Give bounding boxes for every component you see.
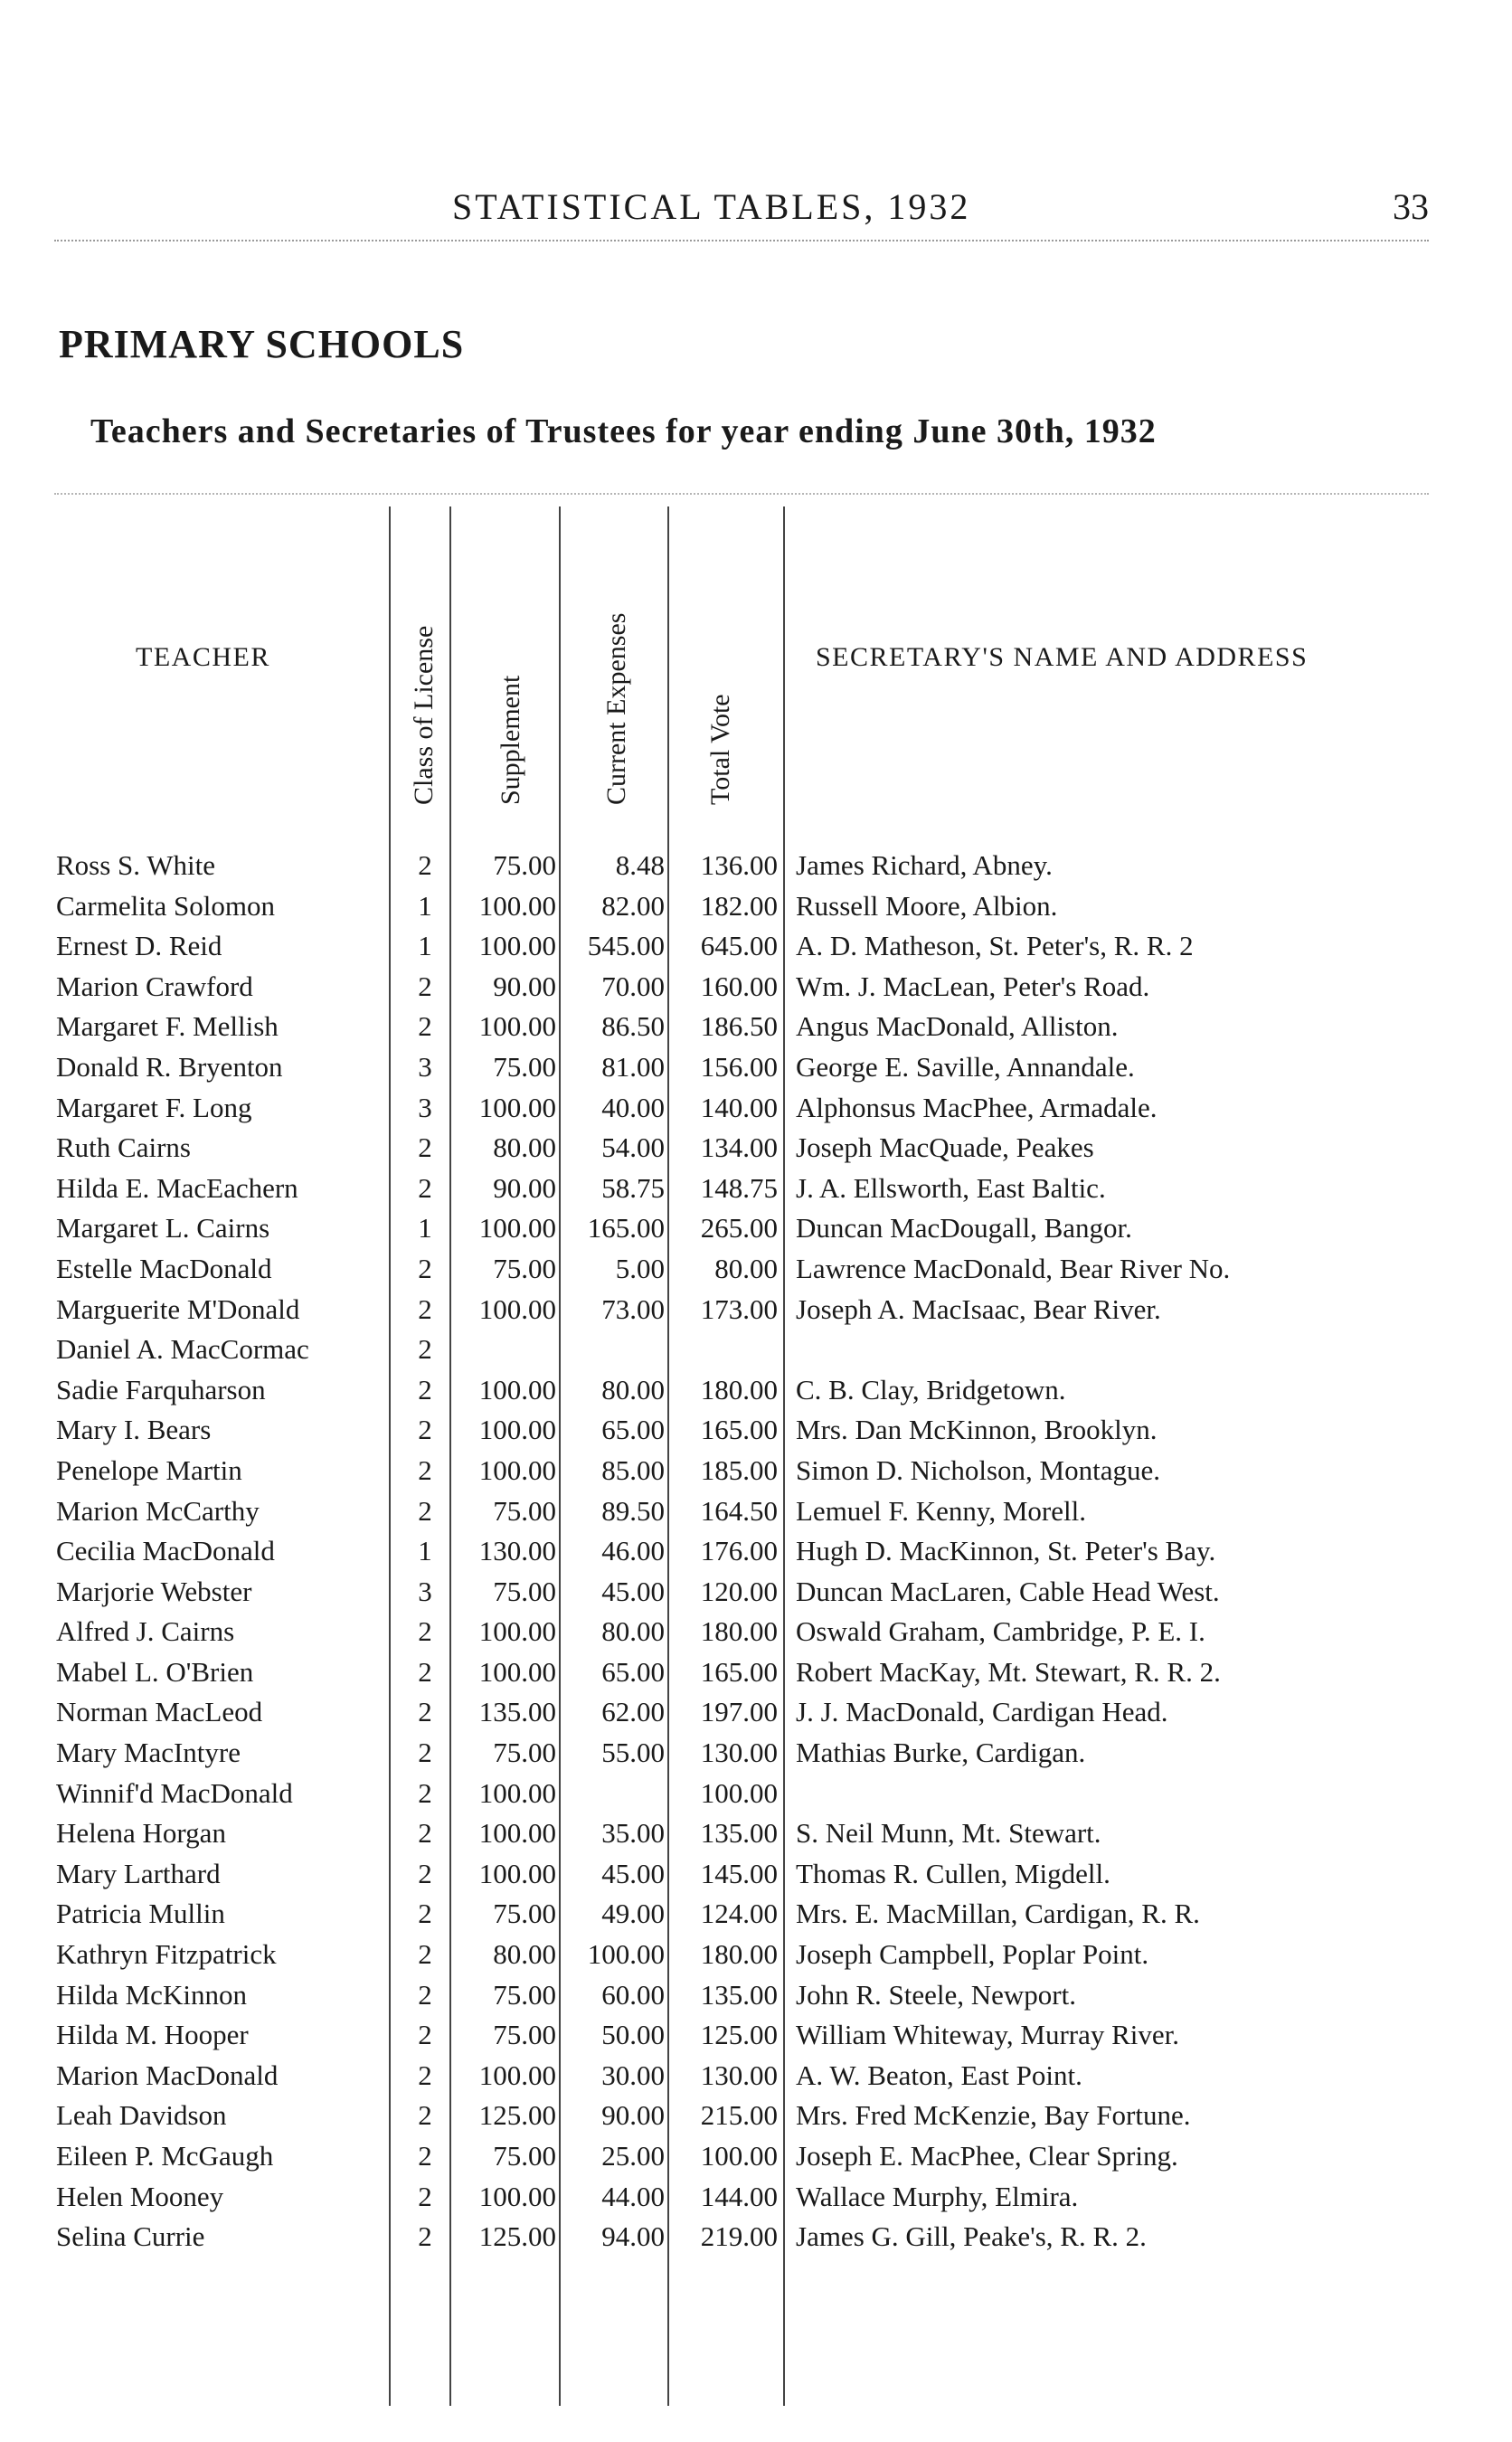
current-expenses-value: 45.00 (601, 1575, 665, 1607)
supplement-value: 80.00 (493, 1938, 556, 1971)
total-vote-value: 180.00 (700, 1373, 778, 1406)
page-number: 33 (1393, 186, 1429, 227)
license-class: 2 (418, 1615, 432, 1648)
current-expenses-value: 80.00 (601, 1615, 665, 1648)
supplement-value: 100.00 (478, 2180, 556, 2212)
license-class: 2 (418, 1010, 432, 1043)
supplement-value: 100.00 (478, 1615, 556, 1648)
secretary-name-address: J. J. MacDonald, Cardigan Head. (796, 1696, 1168, 1728)
secretary-name-address: Joseph Campbell, Poplar Point. (796, 1938, 1149, 1971)
current-expenses-value: 5.00 (615, 1252, 665, 1284)
secretary-name-address: Joseph E. MacPhee, Clear Spring. (796, 2140, 1178, 2172)
table-row (0, 1208, 1512, 1249)
teacher-name: Marion MacDonald (56, 2059, 279, 2091)
secretary-name-address: A. D. Matheson, St. Peter's, R. R. 2 (796, 930, 1194, 962)
supplement-value: 75.00 (493, 2019, 556, 2051)
license-class: 2 (418, 1978, 432, 2011)
teacher-name: Alfred J. Cairns (56, 1615, 235, 1648)
teacher-name: Margaret L. Cairns (56, 1212, 270, 1245)
secretary-name-address: James G. Gill, Peake's, R. R. 2. (796, 2220, 1147, 2253)
section-title: PRIMARY SCHOOLS (59, 322, 465, 366)
license-class: 2 (418, 849, 432, 881)
teacher-name: Leah Davidson (56, 2099, 227, 2132)
supplement-value: 125.00 (478, 2099, 556, 2132)
license-class: 2 (418, 1292, 432, 1325)
table-row (0, 1047, 1512, 1088)
table-row (0, 1935, 1512, 1975)
table-row (0, 2177, 1512, 2218)
supplement-value: 75.00 (493, 1737, 556, 1769)
current-expenses-value: 82.00 (601, 889, 665, 922)
supplement-value: 80.00 (493, 1131, 556, 1164)
total-vote-value: 135.00 (700, 1978, 778, 2011)
current-expenses-value: 90.00 (601, 2099, 665, 2132)
teacher-name: Ross S. White (56, 849, 215, 881)
teacher-name: Marjorie Webster (56, 1575, 252, 1607)
secretary-name-address: Wm. J. MacLean, Peter's Road. (796, 970, 1150, 1002)
supplement-value: 100.00 (478, 1655, 556, 1688)
table-row (0, 2056, 1512, 2097)
teacher-table-body (0, 846, 1512, 2257)
table-row (0, 1128, 1512, 1169)
total-vote-value: 124.00 (700, 1898, 778, 1930)
current-expenses-value: 89.50 (601, 1494, 665, 1527)
table-row (0, 2136, 1512, 2177)
license-class: 3 (418, 1050, 432, 1083)
table-row (0, 1169, 1512, 1209)
license-class: 2 (418, 1414, 432, 1446)
table-row (0, 1249, 1512, 1290)
teacher-name: Patricia Mullin (56, 1898, 225, 1930)
teacher-name: Donald R. Bryenton (56, 1050, 283, 1083)
total-vote-value: 219.00 (700, 2220, 778, 2253)
table-row (0, 1088, 1512, 1129)
page-subtitle: Teachers and Secretaries of Trustees for year ending June 30th, 1932 (90, 412, 1157, 450)
total-vote-value: 173.00 (700, 1292, 778, 1325)
total-vote-value: 136.00 (700, 849, 778, 881)
secretary-name-address: C. B. Clay, Bridgetown. (796, 1373, 1066, 1406)
supplement-value: 90.00 (493, 1171, 556, 1204)
total-vote-value: 130.00 (700, 1737, 778, 1769)
teacher-name: Ernest D. Reid (56, 930, 222, 962)
teacher-name: Mary Larthard (56, 1857, 221, 1889)
teacher-name: Marguerite M'Donald (56, 1292, 300, 1325)
total-vote-value: 140.00 (700, 1091, 778, 1123)
supplement-value: 100.00 (478, 1776, 556, 1809)
table-row (0, 1612, 1512, 1652)
supplement-value: 100.00 (478, 1212, 556, 1245)
supplement-value: 100.00 (478, 1091, 556, 1123)
secretary-name-address: Mathias Burke, Cardigan. (796, 1737, 1086, 1769)
column-header-secretary: SECRETARY'S NAME AND ADDRESS (816, 642, 1309, 672)
secretary-name-address: Hugh D. MacKinnon, St. Peter's Bay. (796, 1535, 1216, 1567)
current-expenses-value: 55.00 (601, 1737, 665, 1769)
secretary-name-address: Angus MacDonald, Alliston. (796, 1010, 1119, 1043)
license-class: 2 (418, 1655, 432, 1688)
current-expenses-value: 100.00 (587, 1938, 665, 1971)
secretary-name-address: Wallace Murphy, Elmira. (796, 2180, 1079, 2212)
table-row (0, 1491, 1512, 1532)
license-class: 2 (418, 1776, 432, 1809)
license-class: 2 (418, 1373, 432, 1406)
teacher-name: Sadie Farquharson (56, 1373, 266, 1406)
supplement-value: 100.00 (478, 1414, 556, 1446)
column-header-supplement: Supplement (496, 675, 525, 805)
supplement-value: 100.00 (478, 1010, 556, 1043)
license-class: 2 (418, 2099, 432, 2132)
total-vote-value: 134.00 (700, 1131, 778, 1164)
table-row (0, 1330, 1512, 1370)
secretary-name-address: George E. Saville, Annandale. (796, 1050, 1135, 1083)
table-row (0, 886, 1512, 927)
supplement-value: 100.00 (478, 889, 556, 922)
supplement-value: 75.00 (493, 2140, 556, 2172)
license-class: 2 (418, 2180, 432, 2212)
secretary-name-address: Duncan MacLaren, Cable Head West. (796, 1575, 1220, 1607)
secretary-name-address: Joseph MacQuade, Peakes (796, 1131, 1094, 1164)
table-row (0, 1451, 1512, 1491)
current-expenses-value: 30.00 (601, 2059, 665, 2091)
teacher-name: Helen Mooney (56, 2180, 224, 2212)
teacher-name: Winnif'd MacDonald (56, 1776, 293, 1809)
current-expenses-value: 545.00 (587, 930, 665, 962)
total-vote-value: 80.00 (714, 1252, 778, 1284)
license-class: 2 (418, 1171, 432, 1204)
secretary-name-address: John R. Steele, Newport. (796, 1978, 1076, 2011)
license-class: 2 (418, 1696, 432, 1728)
supplement-value: 75.00 (493, 1252, 556, 1284)
license-class: 1 (418, 930, 432, 962)
secretary-name-address: William Whiteway, Murray River. (796, 2019, 1180, 2051)
current-expenses-value: 65.00 (601, 1655, 665, 1688)
table-row (0, 1007, 1512, 1047)
license-class: 2 (418, 2220, 432, 2253)
table-row (0, 1813, 1512, 1854)
total-vote-value: 100.00 (700, 1776, 778, 1809)
table-row (0, 1774, 1512, 1814)
column-header-teacher: TEACHER (136, 642, 270, 672)
current-expenses-value: 65.00 (601, 1414, 665, 1446)
license-class: 2 (418, 1857, 432, 1889)
license-class: 2 (418, 2140, 432, 2172)
total-vote-value: 265.00 (700, 1212, 778, 1245)
teacher-name: Marion Crawford (56, 970, 253, 1002)
total-vote-value: 180.00 (700, 1615, 778, 1648)
license-class: 2 (418, 1131, 432, 1164)
teacher-name: Eileen P. McGaugh (56, 2140, 274, 2172)
table-row (0, 967, 1512, 1008)
secretary-name-address: Joseph A. MacIsaac, Bear River. (796, 1292, 1161, 1325)
total-vote-value: 145.00 (700, 1857, 778, 1889)
license-class: 1 (418, 1212, 432, 1245)
current-expenses-value: 45.00 (601, 1857, 665, 1889)
table-row (0, 1692, 1512, 1733)
current-expenses-value: 60.00 (601, 1978, 665, 2011)
table-row (0, 2015, 1512, 2056)
teacher-name: Mabel L. O'Brien (56, 1655, 254, 1688)
supplement-value: 130.00 (478, 1535, 556, 1567)
teacher-name: Norman MacLeod (56, 1696, 263, 1728)
current-expenses-value: 73.00 (601, 1292, 665, 1325)
table-row (0, 1652, 1512, 1693)
secretary-name-address: Russell Moore, Albion. (796, 889, 1058, 922)
teacher-name: Helena Horgan (56, 1817, 226, 1850)
license-class: 2 (418, 1252, 432, 1284)
supplement-value: 100.00 (478, 2059, 556, 2091)
current-expenses-value: 49.00 (601, 1898, 665, 1930)
total-vote-value: 185.00 (700, 1453, 778, 1486)
supplement-value: 100.00 (478, 930, 556, 962)
teacher-name: Kathryn Fitzpatrick (56, 1938, 277, 1971)
teacher-name: Hilda E. MacEachern (56, 1171, 298, 1204)
secretary-name-address: Robert MacKay, Mt. Stewart, R. R. 2. (796, 1655, 1221, 1688)
supplement-value: 135.00 (478, 1696, 556, 1728)
supplement-value: 100.00 (478, 1817, 556, 1850)
column-header-current-expenses: Current Expenses (601, 612, 631, 805)
secretary-name-address: James Richard, Abney. (796, 849, 1053, 881)
table-row (0, 1370, 1512, 1411)
secretary-name-address: Mrs. Dan McKinnon, Brooklyn. (796, 1414, 1158, 1446)
license-class: 3 (418, 1575, 432, 1607)
running-head (54, 185, 1429, 240)
license-class: 2 (418, 2019, 432, 2051)
supplement-value: 90.00 (493, 970, 556, 1002)
secretary-name-address: Mrs. Fred McKenzie, Bay Fortune. (796, 2099, 1191, 2132)
teacher-name: Ruth Cairns (56, 1131, 191, 1164)
license-class: 2 (418, 1817, 432, 1850)
total-vote-value: 135.00 (700, 1817, 778, 1850)
total-vote-value: 197.00 (700, 1696, 778, 1728)
total-vote-value: 156.00 (700, 1050, 778, 1083)
current-expenses-value: 46.00 (601, 1535, 665, 1567)
total-vote-value: 160.00 (700, 970, 778, 1002)
secretary-name-address: J. A. Ellsworth, East Baltic. (796, 1171, 1106, 1204)
license-class: 1 (418, 889, 432, 922)
supplement-value: 100.00 (478, 1453, 556, 1486)
table-row (0, 1894, 1512, 1935)
table-row (0, 846, 1512, 886)
teacher-name: Hilda M. Hooper (56, 2019, 249, 2051)
license-class: 2 (418, 970, 432, 1002)
table-top-rule (54, 493, 1429, 495)
teacher-name: Marion McCarthy (56, 1494, 260, 1527)
teacher-name: Daniel A. MacCormac (56, 1333, 309, 1366)
teacher-name: Selina Currie (56, 2220, 205, 2253)
total-vote-value: 165.00 (700, 1655, 778, 1688)
total-vote-value: 176.00 (700, 1535, 778, 1567)
license-class: 2 (418, 1453, 432, 1486)
current-expenses-value: 62.00 (601, 1696, 665, 1728)
supplement-value: 100.00 (478, 1292, 556, 1325)
license-class: 2 (418, 1494, 432, 1527)
supplement-value: 75.00 (493, 1575, 556, 1607)
teacher-name: Margaret F. Long (56, 1091, 252, 1123)
running-head-title: STATISTICAL TABLES, 1932 (452, 186, 971, 227)
secretary-name-address: Simon D. Nicholson, Montague. (796, 1453, 1160, 1486)
secretary-name-address: S. Neil Munn, Mt. Stewart. (796, 1817, 1101, 1850)
teacher-name: Penelope Martin (56, 1453, 242, 1486)
total-vote-value: 148.75 (700, 1171, 778, 1204)
teacher-name: Estelle MacDonald (56, 1252, 272, 1284)
total-vote-value: 186.50 (700, 1010, 778, 1043)
table-row (0, 1854, 1512, 1895)
secretary-name-address: Lemuel F. Kenny, Morell. (796, 1494, 1086, 1527)
license-class: 2 (418, 2059, 432, 2091)
current-expenses-value: 58.75 (601, 1171, 665, 1204)
teacher-name: Cecilia MacDonald (56, 1535, 275, 1567)
table-row (0, 2096, 1512, 2136)
secretary-name-address: Thomas R. Cullen, Migdell. (796, 1857, 1110, 1889)
total-vote-value: 645.00 (700, 930, 778, 962)
total-vote-value: 125.00 (700, 2019, 778, 2051)
running-head-rule (54, 240, 1429, 241)
current-expenses-value: 86.50 (601, 1010, 665, 1043)
total-vote-value: 182.00 (700, 889, 778, 922)
total-vote-value: 120.00 (700, 1575, 778, 1607)
current-expenses-value: 8.48 (615, 849, 665, 881)
table-row (0, 1975, 1512, 2016)
secretary-name-address: A. W. Beaton, East Point. (796, 2059, 1082, 2091)
license-class: 3 (418, 1091, 432, 1123)
license-class: 2 (418, 1898, 432, 1930)
current-expenses-value: 70.00 (601, 970, 665, 1002)
secretary-name-address: Alphonsus MacPhee, Armadale. (796, 1091, 1158, 1123)
teacher-name: Mary I. Bears (56, 1414, 212, 1446)
supplement-value: 125.00 (478, 2220, 556, 2253)
current-expenses-value: 165.00 (587, 1212, 665, 1245)
current-expenses-value: 25.00 (601, 2140, 665, 2172)
column-header-total-vote: Total Vote (705, 694, 735, 805)
table-row (0, 1531, 1512, 1572)
total-vote-value: 180.00 (700, 1938, 778, 1971)
current-expenses-value: 54.00 (601, 1131, 665, 1164)
teacher-name: Carmelita Solomon (56, 889, 275, 922)
table-row (0, 2217, 1512, 2257)
current-expenses-value: 85.00 (601, 1453, 665, 1486)
teacher-name: Margaret F. Mellish (56, 1010, 279, 1043)
total-vote-value: 130.00 (700, 2059, 778, 2091)
current-expenses-value: 44.00 (601, 2180, 665, 2212)
table-row (0, 1290, 1512, 1330)
table-row (0, 1572, 1512, 1613)
current-expenses-value: 50.00 (601, 2019, 665, 2051)
total-vote-value: 164.50 (700, 1494, 778, 1527)
table-row (0, 1733, 1512, 1774)
license-class: 2 (418, 1938, 432, 1971)
total-vote-value: 144.00 (700, 2180, 778, 2212)
supplement-value: 100.00 (478, 1857, 556, 1889)
license-class: 1 (418, 1535, 432, 1567)
table-row (0, 926, 1512, 967)
current-expenses-value: 94.00 (601, 2220, 665, 2253)
secretary-name-address: Oswald Graham, Cambridge, P. E. I. (796, 1615, 1205, 1648)
license-class: 2 (418, 1737, 432, 1769)
current-expenses-value: 81.00 (601, 1050, 665, 1083)
column-header-class-of-license: Class of License (409, 625, 439, 805)
total-vote-value: 100.00 (700, 2140, 778, 2172)
license-class: 2 (418, 1333, 432, 1366)
teacher-name: Mary MacIntyre (56, 1737, 241, 1769)
secretary-name-address: Duncan MacDougall, Bangor. (796, 1212, 1132, 1245)
table-row (0, 1410, 1512, 1451)
supplement-value: 75.00 (493, 1978, 556, 2011)
total-vote-value: 165.00 (700, 1414, 778, 1446)
total-vote-value: 215.00 (700, 2099, 778, 2132)
secretary-name-address: Lawrence MacDonald, Bear River No. (796, 1252, 1231, 1284)
supplement-value: 75.00 (493, 849, 556, 881)
current-expenses-value: 40.00 (601, 1091, 665, 1123)
supplement-value: 100.00 (478, 1373, 556, 1406)
supplement-value: 75.00 (493, 1494, 556, 1527)
supplement-value: 75.00 (493, 1898, 556, 1930)
teacher-name: Hilda McKinnon (56, 1978, 247, 2011)
current-expenses-value: 80.00 (601, 1373, 665, 1406)
current-expenses-value: 35.00 (601, 1817, 665, 1850)
secretary-name-address: Mrs. E. MacMillan, Cardigan, R. R. (796, 1898, 1200, 1930)
supplement-value: 75.00 (493, 1050, 556, 1083)
